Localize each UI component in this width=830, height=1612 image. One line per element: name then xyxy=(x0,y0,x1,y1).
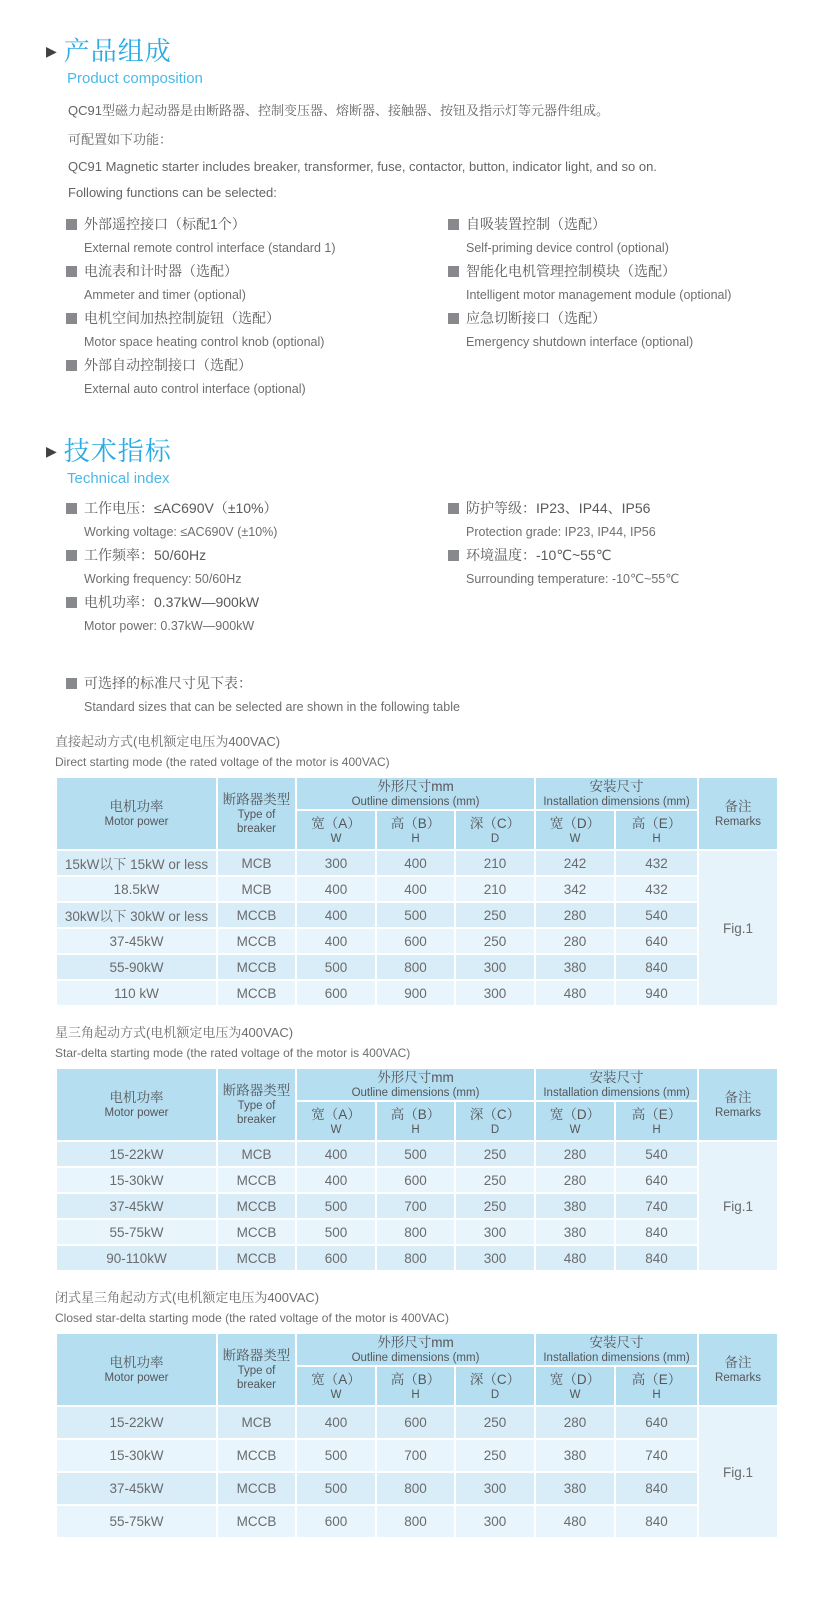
col-subheader: 深（C） D xyxy=(455,1366,535,1406)
bullet-item xyxy=(66,261,448,304)
col-remarks: 备注 Remarks xyxy=(698,1333,778,1406)
section-product-composition-header xyxy=(46,36,830,66)
table-cell: 900 xyxy=(376,980,455,1006)
table-cell: 15-30kW xyxy=(56,1439,217,1472)
col-subheader: 高（E） H xyxy=(615,810,698,850)
spec-column-left xyxy=(66,498,448,639)
table-cell: 840 xyxy=(615,954,698,980)
table-cell: 480 xyxy=(535,1245,615,1271)
square-bullet-icon xyxy=(66,219,77,230)
col-breaker-type: 断路器类型 Type of breaker xyxy=(217,1068,296,1141)
intro-paragraph: QC91 Magnetic starter includes breaker, transformer, fuse, contactor, button, indicator light, and so on. xyxy=(68,159,657,174)
remark-cell: Fig.1 xyxy=(698,1141,778,1271)
bullet-item xyxy=(66,592,448,635)
table-cell: 250 xyxy=(455,1439,535,1472)
table-row xyxy=(56,1219,778,1245)
col-breaker-type: 断路器类型 Type of breaker xyxy=(217,777,296,850)
table-cell: 250 xyxy=(455,1167,535,1193)
table-cell: 840 xyxy=(615,1472,698,1505)
table-cell: 500 xyxy=(296,954,376,980)
bullet-label-en: Emergency shutdown interface (optional) xyxy=(466,335,694,349)
table-cell: 640 xyxy=(615,928,698,954)
bullet-label-zh: 外部自动控制接口（选配） xyxy=(84,357,252,373)
table-cell: 300 xyxy=(455,980,535,1006)
table-row xyxy=(56,1439,778,1472)
table-row xyxy=(56,1472,778,1505)
spec-tables xyxy=(0,734,830,1539)
col-outline-dimensions: 外形尺寸mm Outline dimensions (mm) xyxy=(296,1333,535,1366)
table-cell: 380 xyxy=(535,1472,615,1505)
table-cell: 600 xyxy=(296,1245,376,1271)
table-cell: 400 xyxy=(296,1406,376,1439)
arrow-right-icon: ▶ xyxy=(46,43,57,59)
col-subheader: 宽（A） W xyxy=(296,1366,376,1406)
bullet-label-zh: 智能化电机管理控制模块（选配） xyxy=(466,263,676,279)
table-cell: 500 xyxy=(296,1193,376,1219)
table-row xyxy=(56,1167,778,1193)
table-cell: 480 xyxy=(535,980,615,1006)
table-cell: 250 xyxy=(455,928,535,954)
col-subheader: 高（E） H xyxy=(615,1101,698,1141)
col-subheader: 宽（D） W xyxy=(535,1366,615,1406)
spec-columns xyxy=(66,498,830,639)
table-cell: 55-90kW xyxy=(56,954,217,980)
table-cell: 800 xyxy=(376,1505,455,1538)
col-subheader: 宽（A） W xyxy=(296,810,376,850)
table-cell: 280 xyxy=(535,902,615,928)
table-cell: 300 xyxy=(455,1245,535,1271)
spec-table xyxy=(55,776,779,1007)
square-bullet-icon xyxy=(66,503,77,514)
square-bullet-icon xyxy=(66,550,77,561)
note-en: Standard sizes that can be selected are shown in the following table xyxy=(84,700,460,714)
table-cell: 280 xyxy=(535,928,615,954)
col-installation-dimensions: 安装尺寸 Installation dimensions (mm) xyxy=(535,1333,698,1366)
col-installation-dimensions: 安装尺寸 Installation dimensions (mm) xyxy=(535,1068,698,1101)
table-cell: 400 xyxy=(296,902,376,928)
table-cell: 250 xyxy=(455,1406,535,1439)
table-caption-zh: 闭式星三角起动方式(电机额定电压为400VAC) xyxy=(55,1290,320,1305)
bullet-label-zh: 自吸装置控制（选配） xyxy=(466,216,606,232)
square-bullet-icon xyxy=(448,219,459,230)
table-cell: 300 xyxy=(296,850,376,876)
table-cell: 55-75kW xyxy=(56,1219,217,1245)
intro-paragraph: 可配置如下功能： xyxy=(68,132,173,147)
table-cell: 600 xyxy=(296,980,376,1006)
table-cell: 800 xyxy=(376,954,455,980)
table-cell: 90-110kW xyxy=(56,1245,217,1271)
col-outline-dimensions: 外形尺寸mm Outline dimensions (mm) xyxy=(296,1068,535,1101)
bullet-item xyxy=(448,545,679,588)
section-title-en: Technical index xyxy=(67,470,170,487)
bullet-label-zh: 工作电压：≤AC690V（±10%） xyxy=(84,500,278,516)
bullet-label-en: Ammeter and timer (optional) xyxy=(84,288,246,302)
feature-columns xyxy=(66,214,830,402)
spec-table xyxy=(55,1332,779,1539)
table-cell: 432 xyxy=(615,850,698,876)
bullet-label-en: Surrounding temperature: -10℃~55℃ xyxy=(466,572,680,586)
catalog-page xyxy=(0,36,830,1612)
table-cell: MCB xyxy=(217,850,296,876)
table-cell: 300 xyxy=(455,1219,535,1245)
bullet-label-zh: 应急切断接口（选配） xyxy=(466,310,606,326)
table-cell: MCCB xyxy=(217,1193,296,1219)
spec-table-block xyxy=(0,1025,830,1272)
table-cell: 18.5kW xyxy=(56,876,217,902)
table-row xyxy=(56,850,778,876)
table-cell: 432 xyxy=(615,876,698,902)
bullet-label-zh: 电机空间加热控制旋钮（选配） xyxy=(84,310,280,326)
square-bullet-icon xyxy=(66,360,77,371)
table-cell: 15-22kW xyxy=(56,1406,217,1439)
table-cell: 250 xyxy=(455,1141,535,1167)
table-cell: 300 xyxy=(455,1505,535,1538)
table-cell: 700 xyxy=(376,1439,455,1472)
col-subheader: 宽（D） W xyxy=(535,1101,615,1141)
col-remarks: 备注 Remarks xyxy=(698,777,778,850)
bullet-item xyxy=(66,355,448,398)
table-cell: 250 xyxy=(455,1193,535,1219)
table-cell: 800 xyxy=(376,1472,455,1505)
table-cell: MCCB xyxy=(217,1245,296,1271)
table-cell: 700 xyxy=(376,1193,455,1219)
table-cell: 400 xyxy=(296,928,376,954)
col-installation-dimensions: 安装尺寸 Installation dimensions (mm) xyxy=(535,777,698,810)
bullet-label-en: Working voltage: ≤AC690V (±10%) xyxy=(84,525,278,539)
table-cell: 500 xyxy=(296,1472,376,1505)
table-cell: 600 xyxy=(376,1167,455,1193)
bullet-label-zh: 环境温度：-10℃~55℃ xyxy=(466,547,612,563)
square-bullet-icon xyxy=(448,550,459,561)
table-cell: MCCB xyxy=(217,902,296,928)
bullet-label-zh: 电流表和计时器（选配） xyxy=(84,263,238,279)
table-cell: 15kW以下 15kW or less xyxy=(56,850,217,876)
table-row xyxy=(56,1505,778,1538)
table-cell: 600 xyxy=(296,1505,376,1538)
table-cell: 640 xyxy=(615,1406,698,1439)
table-cell: 210 xyxy=(455,876,535,902)
table-cell: 740 xyxy=(615,1193,698,1219)
col-subheader: 深（C） D xyxy=(455,1101,535,1141)
table-cell: 400 xyxy=(376,850,455,876)
bullet-item xyxy=(66,308,448,351)
table-cell: MCCB xyxy=(217,1472,296,1505)
section-title-zh: 产品组成 xyxy=(63,36,172,66)
table-cell: 210 xyxy=(455,850,535,876)
table-cell: 500 xyxy=(376,1141,455,1167)
table-caption-en: Star-delta starting mode (the rated voltage of the motor is 400VAC) xyxy=(55,1046,411,1060)
table-cell: 400 xyxy=(376,876,455,902)
bullet-label-en: Working frequency: 50/60Hz xyxy=(84,572,242,586)
table-row xyxy=(56,1245,778,1271)
table-cell: 30kW以下 30kW or less xyxy=(56,902,217,928)
table-cell: 600 xyxy=(376,1406,455,1439)
table-cell: 380 xyxy=(535,1219,615,1245)
table-cell: 280 xyxy=(535,1167,615,1193)
section-title-en: Product composition xyxy=(67,70,203,87)
table-cell: MCCB xyxy=(217,928,296,954)
table-cell: 500 xyxy=(296,1439,376,1472)
table-cell: 800 xyxy=(376,1245,455,1271)
bullet-label-en: External auto control interface (optional) xyxy=(84,382,306,396)
bullet-label-en: Motor space heating control knob (optional) xyxy=(84,335,325,349)
table-cell: 380 xyxy=(535,1193,615,1219)
square-bullet-icon xyxy=(66,266,77,277)
table-row xyxy=(56,954,778,980)
remark-cell: Fig.1 xyxy=(698,1406,778,1538)
table-cell: MCCB xyxy=(217,1219,296,1245)
feature-column-right xyxy=(448,214,731,402)
note-zh: 可选择的标准尺寸见下表： xyxy=(84,675,252,691)
table-cell: 480 xyxy=(535,1505,615,1538)
col-subheader: 高（B） H xyxy=(376,1101,455,1141)
table-caption-en: Closed star-delta starting mode (the rated voltage of the motor is 400VAC) xyxy=(55,1311,449,1325)
standard-size-note xyxy=(66,673,830,716)
table-row xyxy=(56,928,778,954)
intro-paragraph: Following functions can be selected: xyxy=(68,185,277,200)
bullet-item xyxy=(66,214,448,257)
table-cell: 15-22kW xyxy=(56,1141,217,1167)
table-cell: 400 xyxy=(296,1167,376,1193)
table-cell: 342 xyxy=(535,876,615,902)
table-cell: 250 xyxy=(455,902,535,928)
bullet-item xyxy=(448,261,731,304)
table-cell: 55-75kW xyxy=(56,1505,217,1538)
table-cell: MCCB xyxy=(217,1439,296,1472)
col-subheader: 宽（D） W xyxy=(535,810,615,850)
table-row xyxy=(56,980,778,1006)
spec-table-block xyxy=(0,734,830,1007)
table-row xyxy=(56,1141,778,1167)
bullet-item xyxy=(448,498,679,541)
section-title-zh: 技术指标 xyxy=(63,436,172,466)
table-cell: 300 xyxy=(455,954,535,980)
table-cell: 280 xyxy=(535,1406,615,1439)
col-subheader: 深（C） D xyxy=(455,810,535,850)
table-cell: MCCB xyxy=(217,980,296,1006)
table-cell: 740 xyxy=(615,1439,698,1472)
bullet-label-en: Protection grade: IP23, IP44, IP56 xyxy=(466,525,656,539)
bullet-label-en: Self-priming device control (optional) xyxy=(466,241,669,255)
table-cell: 840 xyxy=(615,1219,698,1245)
feature-column-left xyxy=(66,214,448,402)
square-bullet-icon xyxy=(66,678,77,689)
remark-cell: Fig.1 xyxy=(698,850,778,1006)
table-cell: 640 xyxy=(615,1167,698,1193)
intro-paragraph: QC91型磁力起动器是由断路器、控制变压器、熔断器、接触器、按钮及指示灯等元器件组成。 xyxy=(68,103,609,118)
square-bullet-icon xyxy=(66,313,77,324)
table-cell: 500 xyxy=(296,1219,376,1245)
table-cell: 840 xyxy=(615,1245,698,1271)
bullet-item xyxy=(448,308,731,351)
table-cell: MCB xyxy=(217,876,296,902)
table-cell: MCCB xyxy=(217,954,296,980)
table-row xyxy=(56,1406,778,1439)
table-cell: 280 xyxy=(535,1141,615,1167)
table-caption-zh: 直接起动方式(电机额定电压为400VAC) xyxy=(55,734,281,749)
table-cell: 940 xyxy=(615,980,698,1006)
table-cell: MCB xyxy=(217,1406,296,1439)
table-caption-zh: 星三角起动方式(电机额定电压为400VAC) xyxy=(55,1025,294,1040)
bullet-label-zh: 电机功率：0.37kW—900kW xyxy=(84,594,260,610)
bullet-label-en: Intelligent motor management module (optional) xyxy=(466,288,732,302)
square-bullet-icon xyxy=(448,266,459,277)
square-bullet-icon xyxy=(66,597,77,608)
table-cell: 380 xyxy=(535,954,615,980)
bullet-label-zh: 防护等级：IP23、IP44、IP56 xyxy=(466,500,651,516)
bullet-label-zh: 外部遥控接口（标配1个） xyxy=(84,216,246,232)
table-cell: MCCB xyxy=(217,1505,296,1538)
table-caption-en: Direct starting mode (the rated voltage of the motor is 400VAC) xyxy=(55,755,390,769)
bullet-label-zh: 工作频率：50/60Hz xyxy=(84,547,207,563)
table-cell: 300 xyxy=(455,1472,535,1505)
table-cell: 400 xyxy=(296,876,376,902)
col-subheader: 高（B） H xyxy=(376,810,455,850)
col-motor-power: 电机功率 Motor power xyxy=(56,1333,217,1406)
col-motor-power: 电机功率 Motor power xyxy=(56,1068,217,1141)
table-cell: MCCB xyxy=(217,1167,296,1193)
table-row xyxy=(56,1193,778,1219)
section-technical-index-header xyxy=(46,436,830,466)
table-cell: 380 xyxy=(535,1439,615,1472)
arrow-right-icon: ▶ xyxy=(46,443,57,459)
col-remarks: 备注 Remarks xyxy=(698,1068,778,1141)
table-cell: MCB xyxy=(217,1141,296,1167)
col-subheader: 高（E） H xyxy=(615,1366,698,1406)
table-cell: 600 xyxy=(376,928,455,954)
square-bullet-icon xyxy=(448,503,459,514)
col-outline-dimensions: 外形尺寸mm Outline dimensions (mm) xyxy=(296,777,535,810)
table-cell: 800 xyxy=(376,1219,455,1245)
table-cell: 242 xyxy=(535,850,615,876)
square-bullet-icon xyxy=(448,313,459,324)
spec-table xyxy=(55,1067,779,1272)
table-cell: 37-45kW xyxy=(56,1193,217,1219)
table-cell: 110 kW xyxy=(56,980,217,1006)
table-cell: 540 xyxy=(615,902,698,928)
bullet-label-en: Motor power: 0.37kW—900kW xyxy=(84,619,255,633)
bullet-item xyxy=(66,498,448,541)
table-cell: 37-45kW xyxy=(56,928,217,954)
bullet-label-en: External remote control interface (standard 1) xyxy=(84,241,336,255)
col-subheader: 高（B） H xyxy=(376,1366,455,1406)
table-cell: 37-45kW xyxy=(56,1472,217,1505)
spec-table-block xyxy=(0,1290,830,1539)
table-cell: 15-30kW xyxy=(56,1167,217,1193)
col-motor-power: 电机功率 Motor power xyxy=(56,777,217,850)
bullet-item xyxy=(448,214,731,257)
col-breaker-type: 断路器类型 Type of breaker xyxy=(217,1333,296,1406)
col-subheader: 宽（A） W xyxy=(296,1101,376,1141)
table-cell: 840 xyxy=(615,1505,698,1538)
table-cell: 400 xyxy=(296,1141,376,1167)
bullet-item xyxy=(66,545,448,588)
table-cell: 500 xyxy=(376,902,455,928)
table-cell: 540 xyxy=(615,1141,698,1167)
spec-column-right xyxy=(448,498,679,639)
table-row xyxy=(56,902,778,928)
table-row xyxy=(56,876,778,902)
